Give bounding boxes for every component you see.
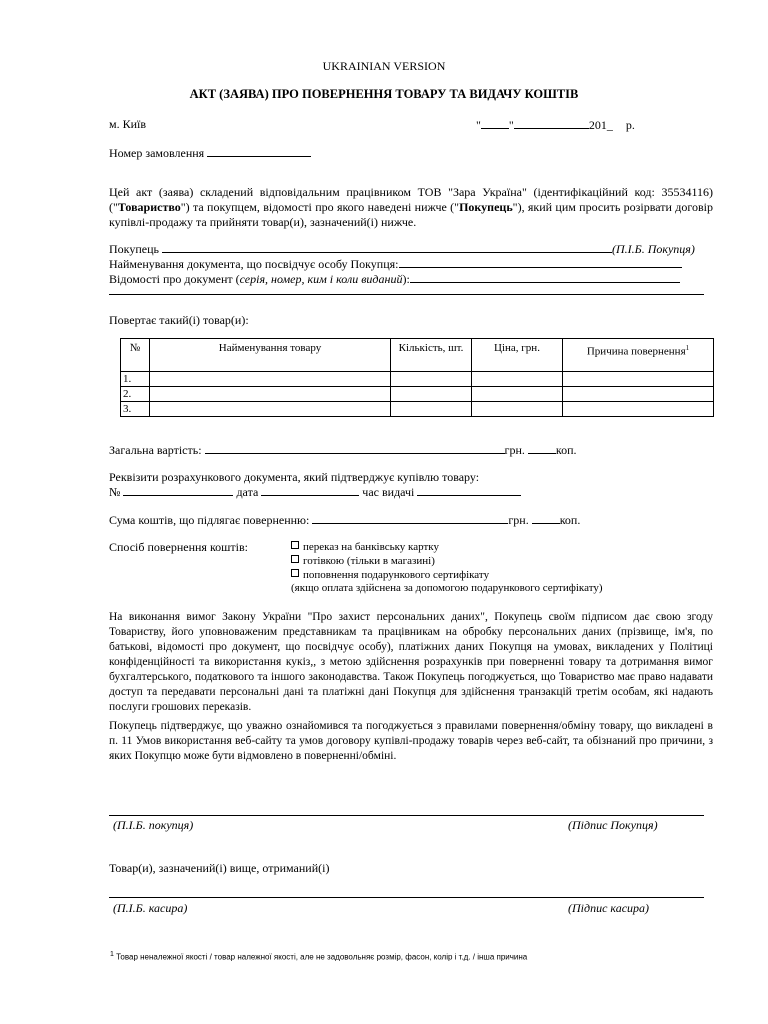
item-price-cell[interactable] (472, 387, 563, 402)
checkbox-icon[interactable] (291, 555, 299, 563)
item-name-cell[interactable] (150, 372, 391, 387)
col-reason: Причина повернення$^1$ (563, 339, 714, 372)
goods-intro: Повертає такий(і) товар(и): (109, 313, 249, 327)
footnote: $^1$ Товар неналежної якості / товар належної якості, але не задовольняє розмір, фасон, колір і т.д. / інша причина (110, 951, 528, 962)
goods-table (120, 338, 714, 417)
table-row: 1. (121, 372, 714, 387)
page-title: АКТ (ЗАЯВА) ПРО ПОВЕРНЕННЯ ТОВАРУ ТА ВИДАЧУ КОШТІВ (189, 87, 579, 101)
cashier-name-caption: (П.І.Б. касира) (113, 901, 188, 915)
goods-table-header (121, 339, 714, 372)
refund-option-card[interactable]: переказ на банківську картку (291, 541, 439, 553)
table-row: 2. (121, 387, 714, 402)
item-quantity-cell[interactable] (391, 402, 472, 417)
refund-method-label: Спосіб повернення коштів: (109, 540, 248, 554)
cashier-signature-line[interactable] (109, 897, 704, 898)
buyer-signature-caption: (Підпис Покупця) (568, 818, 658, 832)
col-quantity: Кількість, шт. (391, 339, 472, 372)
id-document-info-field[interactable]: Відомості про документ (серія, номер, ким і коли виданий): (109, 271, 680, 287)
city: м. Київ (109, 117, 147, 131)
refund-option-cash[interactable]: готівкою (тільки в магазині) (291, 555, 435, 567)
table-row: 3. (121, 402, 714, 417)
item-name-cell[interactable] (150, 402, 391, 417)
item-price-cell[interactable] (472, 372, 563, 387)
buyer-signature-line[interactable] (109, 815, 704, 816)
date-field[interactable]: " " 201_ р. (476, 118, 635, 132)
receipt-details-label: Реквізити розрахункового документа, який підтверджує купівлю товару: (109, 470, 480, 484)
personal-data-consent: На виконання вимог Закону України "Про захист персональних даних", Покупець своїм підписом дає свою згоду Товариству, його уповноваженим представникам та працівникам на обробку персональних даних (прізвище, ім'я, по батькові, відомості про документ, що посвідчує особу), платіжних даних Покупця на умовах, викладених у Політиці конфіденційності та використання кукіз,, з метою здійснення розрахунків при поверненні товару та дотримання вимог бухгалтерського, податкового та іншого законодавства. Також Покупець погоджується, що Товариство має право надавати доступ та передавати персональні дані та платіжні дані Покупця для здійснення транзакцій третім особам, які надають послуги грошових переказів. (109, 611, 713, 713)
cashier-signature-caption: (Підпис касира) (568, 901, 650, 915)
buyer-name-caption: (П.І.Б. покупця) (113, 818, 194, 832)
item-reason-cell[interactable] (563, 402, 714, 417)
return-rules-confirmation: Покупець підтверджує, що уважно ознайомився та погоджується з правилами повернення/обміну товару, що викладені в п. 11 Умов використання веб-сайту та умов договору купівлі-продажу товарів через веб-сайт, та обізнаний про причини, з яких Покупцю може бути відмовлено в поверненні/обміні. (109, 720, 713, 762)
goods-received-label: Товар(и), зазначений(і) вище, отриманий(і) (109, 861, 330, 875)
buyer-name-field[interactable]: Покупець (П.І.Б. Покупця) (109, 242, 695, 256)
col-number: № (121, 339, 150, 372)
total-cost-field[interactable]: Загальна вартість: грн. коп. (109, 443, 577, 457)
item-name-cell[interactable] (150, 387, 391, 402)
refund-option-note: (якщо оплата здійснена за допомогою подарункового сертифікату) (291, 582, 603, 594)
id-document-name-field[interactable]: Найменування документа, що посвідчує особу Покупця: (109, 256, 682, 272)
checkbox-icon[interactable] (291, 569, 299, 577)
col-price: Ціна, грн. (472, 339, 563, 372)
col-name: Найменування товару (150, 339, 391, 372)
item-quantity-cell[interactable] (391, 387, 472, 402)
order-number-field[interactable]: Номер замовлення (109, 145, 311, 161)
refund-option-gift-card[interactable]: поповнення подарункового сертифікату (291, 569, 489, 581)
id-document-info-extra-line[interactable] (109, 294, 704, 295)
item-reason-cell[interactable] (563, 387, 714, 402)
receipt-details-fields[interactable]: № дата час видачі (109, 484, 521, 500)
document-version: UKRAINIAN VERSION (322, 59, 446, 73)
intro-paragraph: Цей акт (заява) складений відповідальним працівником ТОВ "Зара Україна" (ідентифікаційний код: 35534116) ("Товариство") та покупцем, відомості про якого наведені нижче ("Покупець"), який цим просить розірвати договір купівлі-продажу та прийняти товар(и), зазначений(і) нижче. (109, 185, 714, 229)
item-reason-cell[interactable] (563, 372, 714, 387)
item-quantity-cell[interactable] (391, 372, 472, 387)
checkbox-icon[interactable] (291, 541, 299, 549)
refund-amount-field[interactable]: Сума коштів, що підлягає поверненню: грн. коп. (109, 513, 581, 527)
item-price-cell[interactable] (472, 402, 563, 417)
